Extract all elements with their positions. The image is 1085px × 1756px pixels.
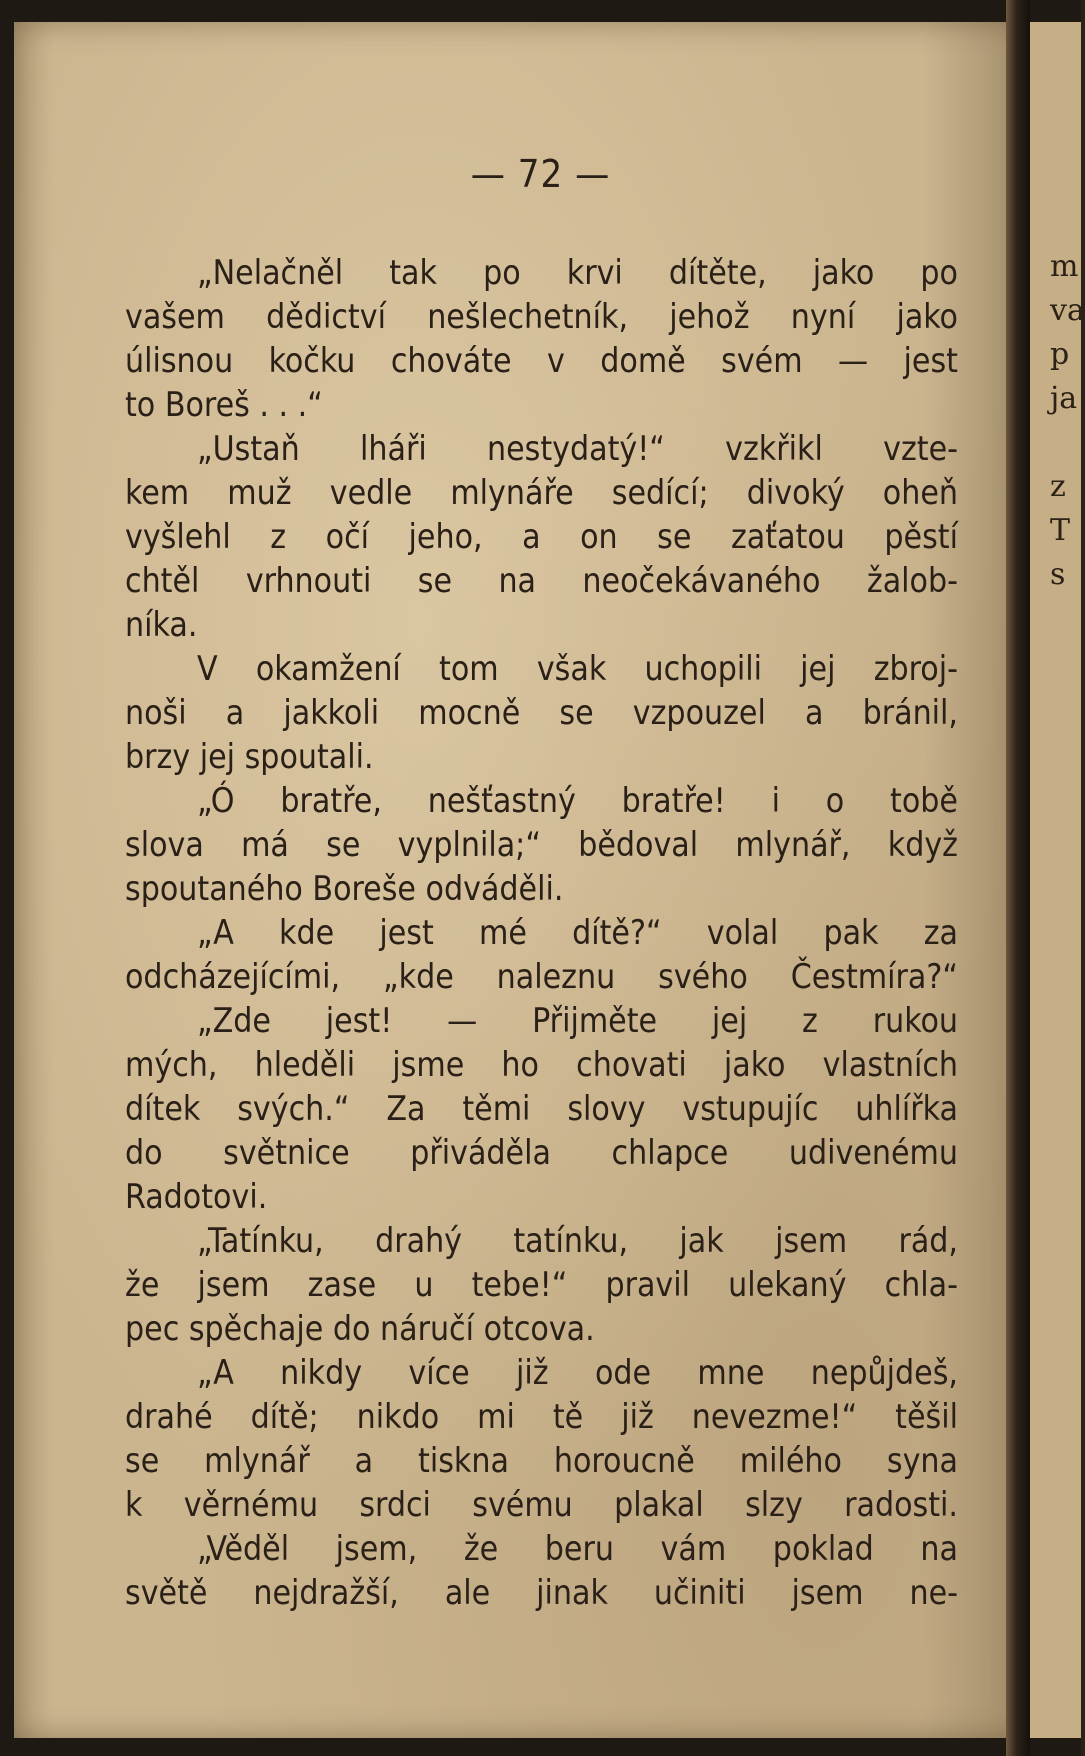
text-line: do světnice přiváděla chlapce udivenému xyxy=(125,1133,958,1172)
text-line: pec spěchaje do náručí otcova. xyxy=(125,1309,595,1348)
text-line: „A kde jest mé dítě?“ volal pak za xyxy=(197,913,958,952)
text-line: to Boreš . . .“ xyxy=(125,385,323,424)
text-line: odcházejícími, „kde naleznu svého Čestmíra?“ xyxy=(125,957,958,996)
adjacent-page-fragment: va xyxy=(1050,293,1085,328)
text-line: „Nelačněl tak po krvi dítěte, jako po xyxy=(197,253,958,292)
text-line: Radotovi. xyxy=(125,1177,268,1216)
text-line: světě nejdražší, ale jinak učiniti jsem ne- xyxy=(125,1573,958,1612)
text-line: chtěl vrhnouti se na neočekávaného žalob- xyxy=(125,561,958,600)
book-gutter xyxy=(1006,0,1030,1756)
text-line: slova má se vyplnila;“ bědoval mlynář, když xyxy=(125,825,958,864)
text-line: „Ó bratře, nešťastný bratře! i o tobě xyxy=(197,781,958,820)
text-line: mých, hleděli jsme ho chovati jako vlastních xyxy=(125,1045,958,1084)
text-line: úlisnou kočku chováte v domě svém — jest xyxy=(125,341,958,380)
adjacent-page-fragment: T xyxy=(1050,513,1071,548)
text-line: „Tatínku, drahý tatínku, jak jsem rád, xyxy=(197,1221,958,1260)
text-line: brzy jej spoutali. xyxy=(125,737,374,776)
page-body-text xyxy=(125,251,958,1615)
text-line: spoutaného Boreše odváděli. xyxy=(125,869,564,908)
adjacent-page-fragment: s xyxy=(1050,557,1066,592)
page-number: — 72 — xyxy=(470,152,611,196)
adjacent-page-edge xyxy=(1030,22,1085,1738)
text-line: noši a jakkoli mocně se vzpouzel a bránil, xyxy=(125,693,958,732)
text-line: kem muž vedle mlynáře sedící; divoký oheň xyxy=(125,473,958,512)
text-line: že jsem zase u tebe!“ pravil ulekaný chla- xyxy=(125,1265,958,1304)
text-line: se mlynář a tiskna horoucně milého syna xyxy=(125,1441,958,1480)
text-line: „Zde jest! — Přijměte jej z rukou xyxy=(197,1001,958,1040)
adjacent-page-fragment: p xyxy=(1050,337,1070,372)
text-line: V okamžení tom však uchopili jej zbroj- xyxy=(197,649,958,688)
text-line: dítek svých.“ Za těmi slovy vstupujíc uhlířka xyxy=(125,1089,958,1128)
text-line: drahé dítě; nikdo mi tě již nevezme!“ těšil xyxy=(125,1397,958,1436)
adjacent-page-fragment: m xyxy=(1050,249,1079,284)
text-line: „Věděl jsem, že beru vám poklad na xyxy=(197,1529,958,1568)
adjacent-page-fragment: ja xyxy=(1050,381,1078,416)
text-line: k věrnému srdci svému plakal slzy radosti. xyxy=(125,1485,958,1524)
text-line: vašem dědictví nešlechetník, jehož nyní jako xyxy=(125,297,958,336)
text-line: „A nikdy více již ode mne nepůjdeš, xyxy=(197,1353,958,1392)
adjacent-page-fragment: z xyxy=(1050,469,1066,504)
text-line: níka. xyxy=(125,605,198,644)
text-line: „Ustaň lháři nestydatý!“ vzkřikl vzte- xyxy=(197,429,958,468)
text-line: vyšlehl z očí jeho, a on se zaťatou pěstí xyxy=(125,517,958,556)
